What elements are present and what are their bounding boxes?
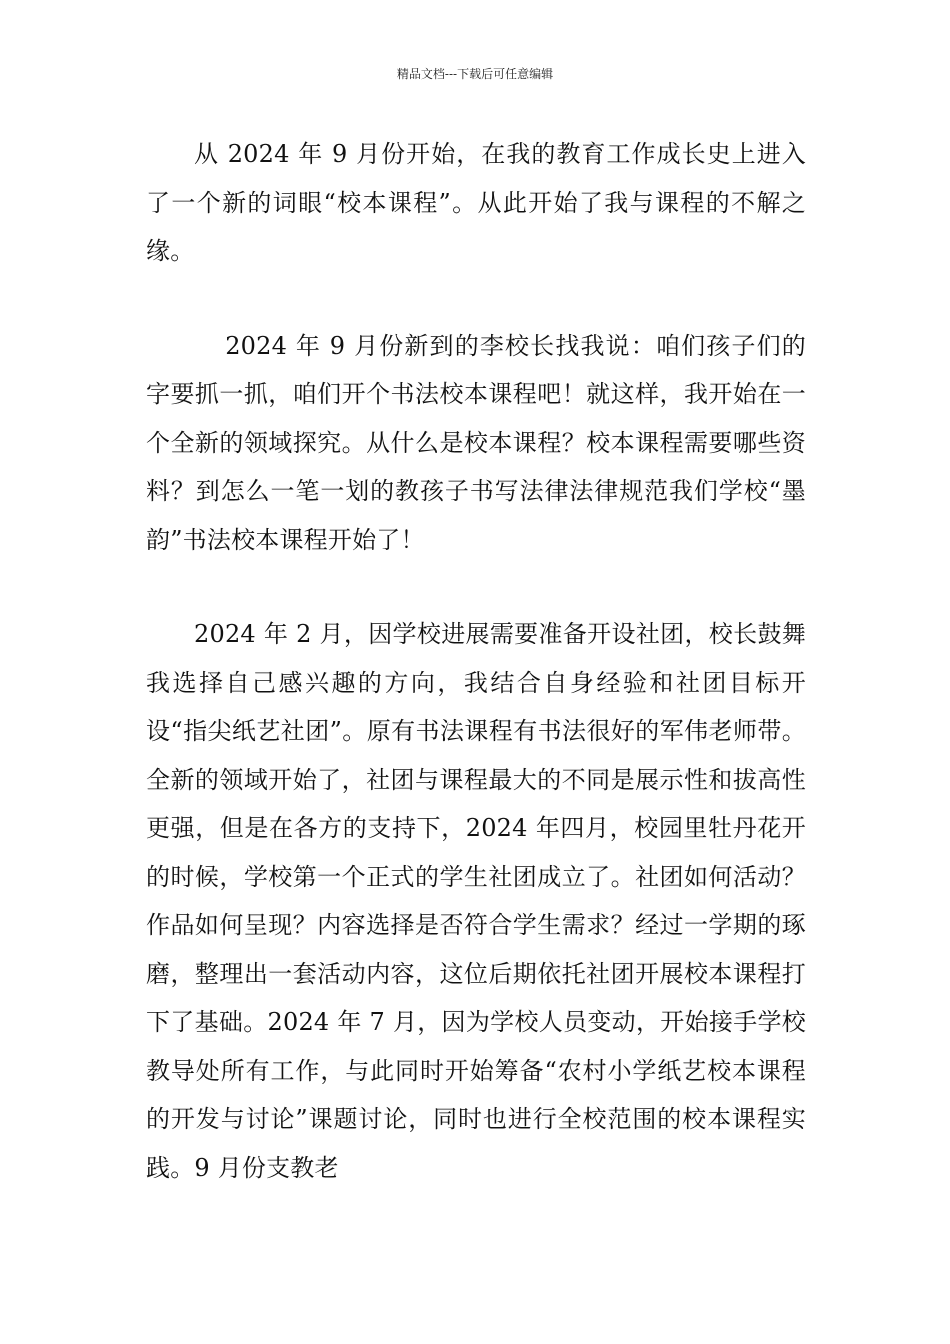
page-header: 精品文档---下载后可任意编辑 (396, 67, 554, 81)
paragraph-gap (146, 276, 806, 322)
paragraph-2: 2024 年 9 月份新到的李校长找我说：咱们孩子们的字要抓一抓，咱们开个书法校本课程吧！就这样，我开始在一个全新的领域探究。从什么是校本课程？校本课程需要哪些资料？到怎么一笔一划的教孩子书写法律法律规范我们学校“墨韵”书法校本课程开始了！ (146, 331, 806, 554)
paragraph-3: 2024 年 2 月，因学校进展需要准备开设社团，校长鼓舞我选择自己感兴趣的方向，我结合自身经验和社团目标开设“指尖纸艺社团”。原有书法课程有书法很好的军伟老师带。全新的领域开始了，社团与课程最大的不同是展示性和拔高性更强，但是在各方的支持下，2024 年四月，校园里牡丹花开的时候，学校第一个正式的学生社团成立了。社团如何活动？作品如何呈现？内容选择是否符合学生需求？经过一学期的琢磨，整理出一套活动内容，这位后期依托社团开展校本课程打下了基础。2024 年 7 月，因为学校人员变动，开始接手学校教导处所有工作，与此同时开始筹备“农村小学纸艺校本课程的开发与讨论”课题讨论，同时也进行全校范围的校本课程实践。9 月份支教老 (146, 620, 806, 1182)
paragraph-1: 从 2024 年 9 月份开始，在我的教育工作成长史上进入了一个新的词眼“校本课程”。从此开始了我与课程的不解之缘。 (146, 140, 806, 265)
document-body (146, 130, 806, 1192)
paragraph-gap (146, 564, 806, 610)
